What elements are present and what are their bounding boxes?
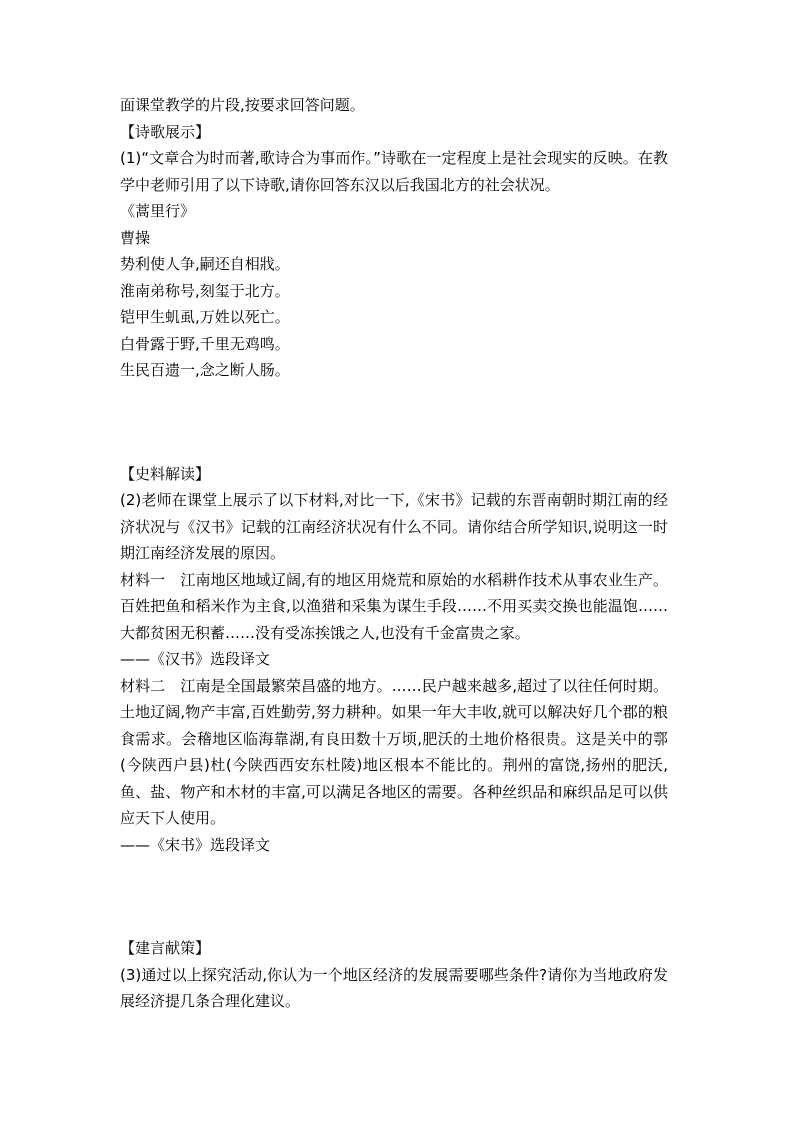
poem-author: 曹操: [120, 228, 151, 247]
intro-line: 面课堂教学的片段,按要求回答问题。: [120, 96, 365, 114]
document-content: [120, 92, 680, 1015]
poem-title: 《蒿里行》: [120, 202, 196, 220]
poem-line-3: 铠甲生虮虱,万姓以死亡。: [120, 308, 290, 326]
spacer: [120, 384, 680, 461]
question-2: (2)老师在课堂上展示了以下材料,对比一下,《宋书》记载的东晋南朝时期江南的经济状况与《汉书》记载的江南经济状况有什么不同。请你结合所学知识,说明这一时期江南经济发展的原因。: [120, 491, 668, 562]
poem-line-5: 生民百遗一,念之断人肠。: [120, 361, 290, 379]
material-1: 材料一 江南地区地域辽阔,有的地区用烧荒和原始的水稻耕作技术从事农业生产。百姓把鱼和稻米作为主食,以渔猎和采集为谋生手段……不用买卖交换也能温饱……大都贫困无积蓄……没有受冻挨饿之人,也没有千金富贵之家。: [120, 570, 668, 642]
section-heading-poetry: 【诗歌展示】: [120, 122, 211, 141]
section-heading-suggestions: 【建言献策】: [120, 939, 211, 957]
material-2: 材料二 江南是全国最繁荣昌盛的地方。……民户越来越多,超过了以往任何时期。土地辽阔,物产丰富,百姓勤劳,努力耕种。如果一年大丰收,就可以解决好几个郡的粮食需求。会稽地区临海靠湖,有良田数十万顷,肥沃的土地价格很贵。这是关中的鄠(今陕西户县)杜(今陕西西安东杜陵)地区根本不能比的。荆州的富饶,扬州的肥沃,鱼、盐、物产和木材的丰富,可以满足各地区的需要。各种丝织品和麻织品足可以供应天下人使用。: [120, 676, 668, 827]
question-3: (3)通过以上探究活动,你认为一个地区经济的发展需要哪些条件?请你为当地政府发展经济提几条合理化建议。: [120, 965, 668, 1010]
poem-line-4: 白骨露于野,千里无鸡鸣。: [120, 334, 290, 353]
section-heading-materials: 【史料解读】: [120, 464, 211, 483]
material-2-source: ——《宋书》选段译文: [120, 835, 271, 854]
material-1-source: ——《汉书》选段译文: [120, 650, 271, 668]
question-1: (1)“文章合为时而著,歌诗合为事而作。”诗歌在一定程度上是社会现实的反映。在教学中老师引用了以下诗歌,请你回答东汉以后我国北方的社会状况。: [120, 149, 668, 194]
poem-line-2: 淮南弟称号,刻玺于北方。: [120, 281, 290, 300]
poem-line-1: 势利使人争,嗣还自相戕。: [120, 255, 290, 273]
spacer: [120, 858, 680, 935]
